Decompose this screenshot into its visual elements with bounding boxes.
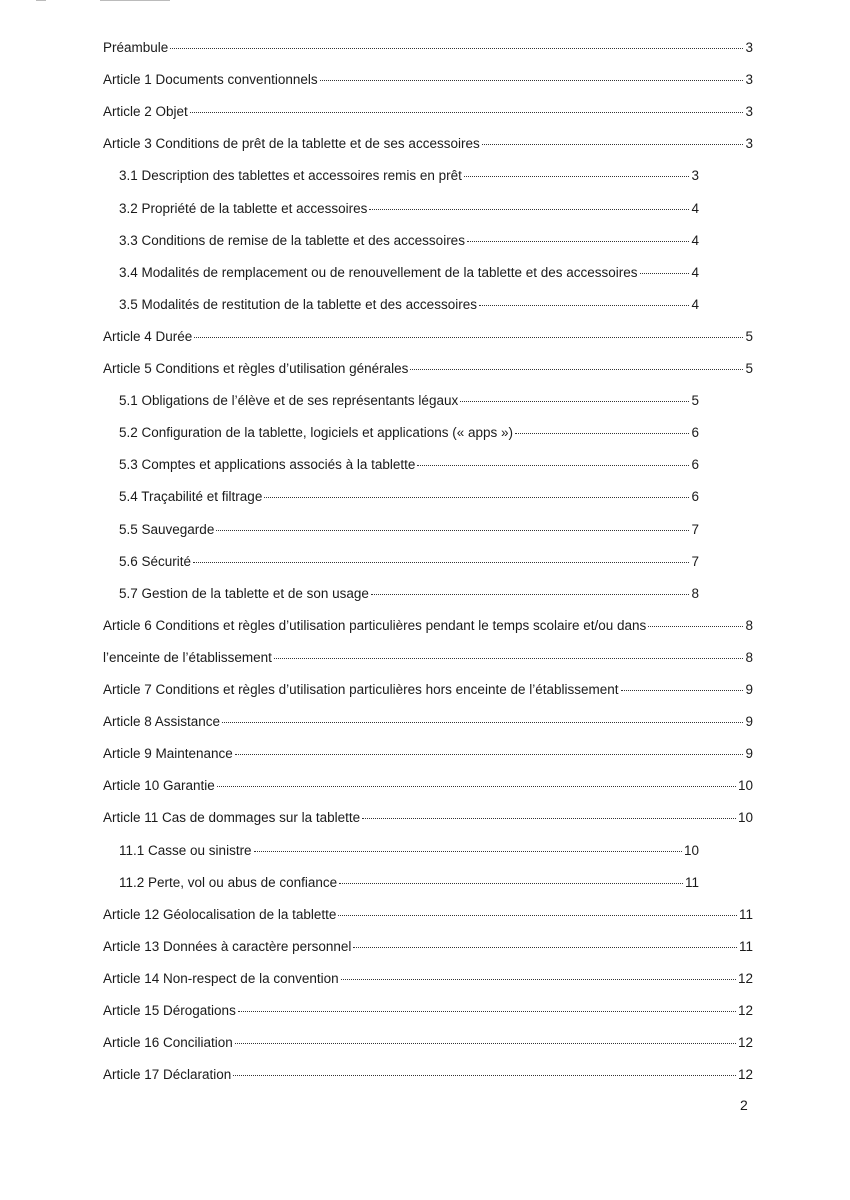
toc-entry-page: 9 — [745, 746, 753, 761]
dot-leader — [222, 721, 743, 723]
toc-entry[interactable] — [103, 616, 753, 636]
toc-entry-title: Article 15 Dérogations — [103, 1003, 236, 1018]
toc-entry-page: 5 — [745, 361, 753, 376]
toc-entry-page: 9 — [745, 714, 753, 729]
dot-leader — [341, 978, 736, 980]
toc-entry[interactable] — [103, 680, 753, 700]
toc-entry[interactable] — [119, 487, 699, 507]
toc-entry-page: 5 — [745, 329, 753, 344]
toc-entry-title: 3.4 Modalités de remplacement ou de renouvellement de la tablette et des accessoires — [119, 265, 638, 280]
dot-leader — [235, 753, 744, 755]
toc-entry-page: 3 — [691, 168, 699, 183]
toc-entry[interactable] — [103, 744, 753, 764]
toc-entry-title: Article 4 Durée — [103, 329, 193, 344]
toc-entry-title: 5.2 Configuration de la tablette, logiciels et applications (« apps ») — [119, 425, 513, 440]
toc-entry-title: Article 5 Conditions et règles d’utilisation générales — [103, 361, 409, 376]
dot-leader — [193, 561, 689, 563]
toc-entry[interactable] — [119, 391, 699, 411]
toc-entry-page: 12 — [737, 971, 753, 986]
dot-leader — [369, 208, 689, 210]
dot-leader — [254, 850, 682, 852]
dot-leader — [353, 946, 737, 948]
toc-entry[interactable] — [119, 423, 699, 443]
toc-entry-page: 11 — [684, 875, 699, 890]
dot-leader — [264, 496, 689, 498]
dot-leader — [274, 657, 744, 659]
toc-entry-page: 6 — [691, 425, 699, 440]
toc-entry-page: 3 — [745, 104, 753, 119]
toc-entry[interactable] — [119, 520, 699, 540]
dot-leader — [648, 625, 743, 627]
toc-entry[interactable] — [103, 776, 753, 796]
toc-entry[interactable] — [103, 134, 753, 154]
toc-entry-page: 12 — [737, 1067, 753, 1082]
dot-leader — [235, 1042, 736, 1044]
toc-entry-page: 7 — [691, 522, 699, 537]
toc-entry[interactable] — [119, 263, 699, 283]
toc-entry-title: Article 10 Garantie — [103, 778, 215, 793]
toc-entry-title: Article 3 Conditions de prêt de la tablette et de ses accessoires — [103, 136, 480, 151]
toc-entry[interactable] — [103, 102, 753, 122]
toc-entry-title: Article 13 Données à caractère personnel — [103, 939, 352, 954]
toc-entry-page: 4 — [691, 265, 699, 280]
toc-entry-page: 8 — [691, 586, 699, 601]
toc-entry-title: Article 1 Documents conventionnels — [103, 72, 318, 87]
toc-entry-page: 9 — [745, 682, 753, 697]
toc-entry-page: 3 — [745, 72, 753, 87]
dot-leader — [410, 368, 743, 370]
scan-artifact — [100, 0, 170, 1]
toc-entry-page: 3 — [745, 40, 753, 55]
dot-leader — [467, 240, 690, 242]
toc-entry-page: 8 — [745, 650, 753, 665]
toc-entry[interactable] — [119, 841, 699, 861]
toc-entry[interactable] — [119, 873, 699, 893]
toc-entry-title: Article 2 Objet — [103, 104, 188, 119]
toc-entry-title: l’enceinte de l’établissement — [103, 650, 272, 665]
toc-entry[interactable] — [103, 712, 753, 732]
toc-entry-page: 6 — [691, 489, 699, 504]
toc-entry-page: 4 — [691, 297, 699, 312]
toc-entry[interactable] — [103, 1001, 753, 1021]
toc-entry[interactable] — [119, 455, 699, 475]
toc-entry-page: 10 — [683, 843, 699, 858]
toc-entry-title: 5.7 Gestion de la tablette et de son usage — [119, 586, 369, 601]
dot-leader — [233, 1074, 736, 1076]
dot-leader — [362, 817, 736, 819]
dot-leader — [479, 304, 690, 306]
toc-entry[interactable] — [119, 295, 699, 315]
toc-entry[interactable] — [119, 199, 699, 219]
toc-entry-title: 3.3 Conditions de remise de la tablette et des accessoires — [119, 233, 465, 248]
toc-entry-page: 8 — [745, 618, 753, 633]
toc-entry-page: 3 — [745, 136, 753, 151]
toc-entry[interactable] — [103, 1065, 753, 1085]
dot-leader — [170, 47, 743, 49]
dot-leader — [338, 914, 737, 916]
toc-entry-title: Article 14 Non-respect de la convention — [103, 971, 339, 986]
toc-entry[interactable] — [119, 231, 699, 251]
toc-entry-title: 11.1 Casse ou sinistre — [119, 843, 252, 858]
dot-leader — [194, 336, 743, 338]
toc-entry-title: Article 6 Conditions et règles d’utilisation particulières pendant le temps scolaire et/ou dans — [103, 618, 647, 633]
toc-entry-title: Article 12 Géolocalisation de la tablette — [103, 907, 337, 922]
dot-leader — [320, 79, 744, 81]
dot-leader — [417, 464, 689, 466]
dot-leader — [238, 1010, 736, 1012]
toc-entry-title: 3.1 Description des tablettes et accessoires remis en prêt — [119, 168, 462, 183]
toc-entry-page: 7 — [691, 554, 699, 569]
toc-entry-title: Article 11 Cas de dommages sur la tablette — [103, 810, 361, 825]
toc-entry[interactable] — [103, 905, 753, 925]
dot-leader — [190, 111, 744, 113]
toc-entry[interactable] — [103, 359, 753, 379]
toc-entry-title: Article 17 Déclaration — [103, 1067, 232, 1082]
toc-entry[interactable] — [103, 1033, 753, 1053]
dot-leader — [515, 432, 689, 434]
toc-entry-title: 5.1 Obligations de l’élève et de ses représentants légaux — [119, 393, 459, 408]
dot-leader — [464, 175, 690, 177]
toc-entry[interactable] — [103, 808, 753, 828]
dot-leader — [217, 785, 736, 787]
toc-entry-page: 6 — [691, 457, 699, 472]
toc-entry-title: 3.5 Modalités de restitution de la tablette et des accessoires — [119, 297, 477, 312]
toc-entry[interactable] — [103, 937, 753, 957]
toc-entry-title: Article 9 Maintenance — [103, 746, 233, 761]
toc-entry-title: Préambule — [103, 40, 169, 55]
toc-entry-title: 5.6 Sécurité — [119, 554, 192, 569]
toc-entry[interactable] — [103, 648, 753, 668]
toc-entry-page: 4 — [691, 233, 699, 248]
toc-entry-page: 4 — [691, 201, 699, 216]
toc-entry-page: 5 — [691, 393, 699, 408]
toc-entry-page: 11 — [738, 907, 753, 922]
toc-entry-page: 10 — [737, 810, 753, 825]
toc-entry-title: Article 8 Assistance — [103, 714, 221, 729]
dot-leader — [371, 593, 690, 595]
dot-leader — [216, 529, 689, 531]
toc-entry-title: 3.2 Propriété de la tablette et accessoires — [119, 201, 368, 216]
toc-entry-title: 5.4 Traçabilité et filtrage — [119, 489, 263, 504]
dot-leader — [339, 882, 683, 884]
toc-entry[interactable] — [103, 327, 753, 347]
toc-entry[interactable] — [119, 552, 699, 572]
dot-leader — [460, 400, 689, 402]
toc-entry-page: 12 — [737, 1035, 753, 1050]
toc-entry[interactable] — [103, 70, 753, 90]
toc-entry-title: Article 7 Conditions et règles d’utilisation particulières hors enceinte de l’établissement — [103, 682, 619, 697]
toc-entry[interactable] — [103, 969, 753, 989]
page-number: 2 — [740, 1097, 748, 1113]
toc-entry-title: Article 16 Conciliation — [103, 1035, 233, 1050]
dot-leader — [482, 143, 744, 145]
toc-entry-title: 11.2 Perte, vol ou abus de confiance — [119, 875, 338, 890]
toc-entry-title: 5.5 Sauvegarde — [119, 522, 215, 537]
toc-entry[interactable] — [119, 584, 699, 604]
toc-entry[interactable] — [119, 166, 699, 186]
scan-artifact — [36, 0, 46, 1]
toc-entry[interactable] — [103, 38, 753, 58]
toc-entry-title: 5.3 Comptes et applications associés à la tablette — [119, 457, 416, 472]
toc-entry-page: 11 — [738, 939, 753, 954]
dot-leader — [621, 689, 744, 691]
toc-entry-page: 12 — [737, 1003, 753, 1018]
dot-leader — [640, 272, 690, 274]
toc-entry-page: 10 — [737, 778, 753, 793]
